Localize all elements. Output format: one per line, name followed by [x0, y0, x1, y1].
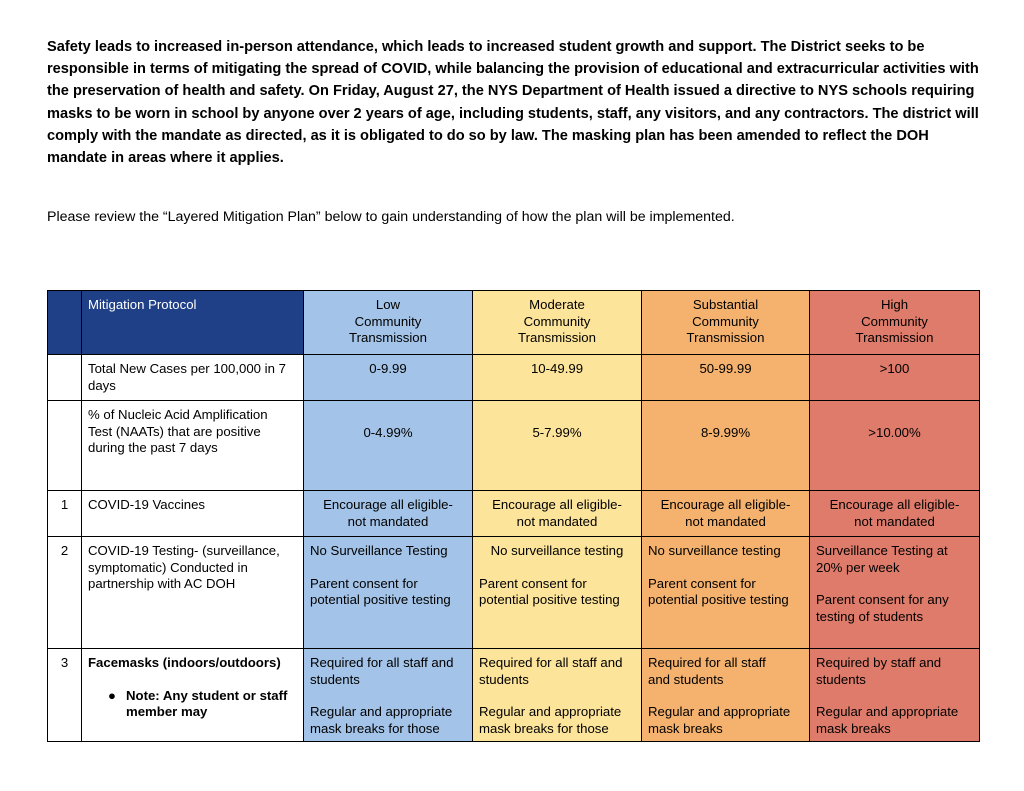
naat-low: 0-4.99%	[304, 401, 473, 491]
header-substantial-label: Substantial Community Transmission	[686, 297, 765, 345]
naat-substantial: 8-9.99%	[642, 401, 810, 491]
testing-low-surveillance: No Surveillance Testing	[310, 543, 448, 558]
table-row-naat-positivity	[48, 401, 980, 491]
row-label-naat-positivity: % of Nucleic Acid Amplification Test (NAATs) that are positive during the past 7 days	[82, 401, 304, 491]
vaccines-low-text: Encourage all eligible- not mandated	[323, 497, 453, 529]
row-number-cell	[48, 355, 82, 401]
facemasks-substantial-required: Required for all staff and students	[648, 655, 766, 687]
row-label-vaccines: COVID-19 Vaccines	[82, 491, 304, 537]
row-label-total-new-cases: Total New Cases per 100,000 in 7 days	[82, 355, 304, 401]
header-moderate-label: Moderate Community Transmission	[518, 297, 596, 345]
header-high-label: High Community Transmission	[855, 297, 934, 345]
row-number-2: 2	[48, 537, 82, 649]
facemasks-high-breaks: Regular and appropriate mask breaks	[816, 704, 959, 736]
table-row-vaccines	[48, 491, 980, 537]
intro-paragraph: Safety leads to increased in-person attendance, which leads to increased student growth and support. The District seeks to be responsible in terms of mitigating the spread of COVID, while balancing the provision of educational and extracurricular activities with the preservation of health and safety. On Friday, August 27, the NYS Department of Health issued a directive to NYS schools requiring masks to be worn in school by anyone over 2 years of age, including students, staff, any visitors, and any contractors. The district will comply with the mandate as directed, as it is obligated to do so by law. The masking plan has been amended to reflect the DOH mandate in areas where it applies.	[47, 39, 979, 167]
naat-moderate: 5-7.99%	[473, 401, 642, 491]
bullet-icon: ●	[108, 687, 116, 703]
header-mitigation-protocol: Mitigation Protocol	[82, 291, 304, 355]
review-instruction: Please review the “Layered Mitigation Plan” below to gain understanding of how the plan will be implemented.	[47, 209, 735, 225]
vaccines-high-text: Encourage all eligible- not mandated	[829, 497, 960, 529]
table-row-facemasks	[48, 649, 980, 742]
testing-high-surveillance: Surveillance Testing at 20% per week	[816, 543, 948, 575]
facemasks-substantial-breaks: Regular and appropriate mask breaks	[648, 704, 791, 736]
testing-moderate-surveillance: No surveillance testing	[490, 543, 624, 558]
header-substantial-transmission	[642, 291, 810, 355]
row-label-testing: COVID-19 Testing- (surveillance, symptomatic) Conducted in partnership with AC DOH	[82, 537, 304, 649]
layered-mitigation-table	[47, 290, 980, 742]
row-number-cell	[48, 401, 82, 491]
vaccines-moderate-text: Encourage all eligible- not mandated	[492, 497, 622, 529]
facemasks-low	[304, 649, 473, 742]
row-number-1: 1	[48, 491, 82, 537]
facemasks-note-text: Note: Any student or staff member may	[126, 687, 288, 719]
header-low-transmission	[304, 291, 473, 355]
cases-low: 0-9.99	[304, 355, 473, 401]
vaccines-moderate	[473, 491, 642, 537]
table-row-testing	[48, 537, 980, 649]
header-low-label: Low Community Transmission	[349, 297, 427, 345]
facemasks-low-required: Required for all staff and students	[310, 655, 454, 687]
facemasks-moderate	[473, 649, 642, 742]
testing-low-consent: Parent consent for potential positive testing	[310, 575, 451, 607]
testing-moderate	[473, 537, 642, 649]
testing-substantial-surveillance: No surveillance testing	[648, 543, 781, 558]
testing-high	[810, 537, 980, 649]
table-header-row	[48, 291, 980, 355]
cases-substantial: 50-99.99	[642, 355, 810, 401]
facemasks-moderate-required: Required for all staff and students	[479, 655, 623, 687]
testing-substantial	[642, 537, 810, 649]
testing-low	[304, 537, 473, 649]
table-row-total-new-cases	[48, 355, 980, 401]
testing-moderate-consent: Parent consent for potential positive testing	[479, 575, 620, 607]
vaccines-substantial	[642, 491, 810, 537]
header-number-cell	[48, 291, 82, 355]
cases-high: >100	[810, 355, 980, 401]
facemasks-substantial	[642, 649, 810, 742]
row-number-3: 3	[48, 649, 82, 742]
row-label-facemasks-cell	[82, 649, 304, 742]
vaccines-low	[304, 491, 473, 537]
facemasks-high-required: Required by staff and students	[816, 655, 942, 687]
vaccines-substantial-text: Encourage all eligible- not mandated	[660, 497, 791, 529]
facemasks-low-breaks: Regular and appropriate mask breaks for those	[310, 704, 453, 736]
testing-high-consent: Parent consent for any testing of students	[816, 592, 949, 624]
facemasks-high	[810, 649, 980, 742]
header-high-transmission	[810, 291, 980, 355]
vaccines-high	[810, 491, 980, 537]
cases-moderate: 10-49.99	[473, 355, 642, 401]
header-moderate-transmission	[473, 291, 642, 355]
row-label-facemasks: Facemasks (indoors/outdoors)	[88, 655, 281, 670]
testing-substantial-consent: Parent consent for potential positive testing	[648, 575, 789, 607]
facemasks-moderate-breaks: Regular and appropriate mask breaks for those	[479, 704, 622, 736]
facemasks-note	[88, 688, 297, 721]
naat-high: >10.00%	[810, 401, 980, 491]
